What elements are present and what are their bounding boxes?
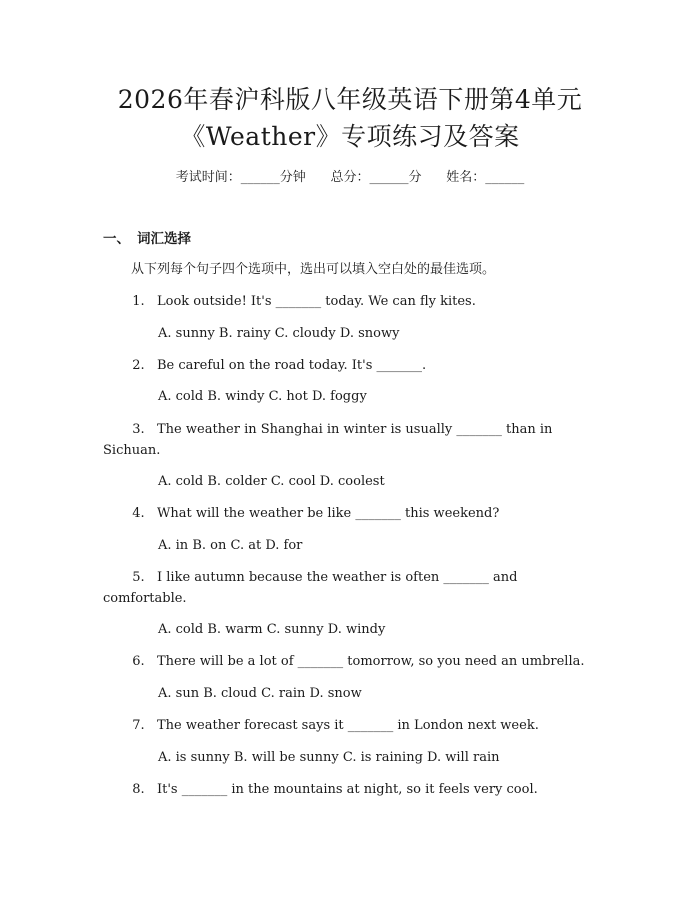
section-title: 词汇选择 xyxy=(137,231,191,247)
question-text: Be careful on the road today. It's _______. xyxy=(157,358,427,373)
question-3-options: A. cold B. colder C. cool D. coolest xyxy=(158,474,385,489)
question-number: 7. xyxy=(132,718,157,733)
question-text: Look outside! It's _______ today. We can fly kites. xyxy=(157,294,476,309)
question-7-options: A. is sunny B. will be sunny C. is raining D. will rain xyxy=(158,750,500,765)
question-number: 2. xyxy=(132,358,157,373)
question-number: 6. xyxy=(132,654,157,669)
document-title-line-2: 《Weather》专项练习及答案 xyxy=(180,122,520,151)
document-title-line-1: 2026年春沪科版八年级英语下册第4单元 xyxy=(117,85,583,114)
question-number: 4. xyxy=(132,506,157,521)
question-number: 5. xyxy=(132,570,157,585)
question-text: The weather in Shanghai in winter is usually _______ than in Sichuan. xyxy=(103,422,557,458)
question-8 xyxy=(103,779,603,800)
question-3 xyxy=(103,419,603,461)
question-7 xyxy=(103,715,603,736)
question-5 xyxy=(103,567,603,609)
question-number: 8. xyxy=(132,782,157,797)
section-heading xyxy=(103,230,191,248)
question-text: It's _______ in the mountains at night, so it feels very cool. xyxy=(157,782,538,797)
question-text: There will be a lot of _______ tomorrow, so you need an umbrella. xyxy=(157,654,585,669)
question-2 xyxy=(103,355,603,376)
question-4 xyxy=(103,503,603,524)
question-1-options: A. sunny B. rainy C. cloudy D. snowy xyxy=(158,326,400,341)
question-6 xyxy=(103,651,603,672)
question-number: 1. xyxy=(132,294,157,309)
instruction-text: 从下列每个句子四个选项中，选出可以填入空白处的最佳选项。 xyxy=(131,262,496,277)
question-text: What will the weather be like _______ this weekend? xyxy=(157,506,500,521)
question-text: The weather forecast says it _______ in London next week. xyxy=(157,718,539,733)
question-1 xyxy=(103,291,603,312)
question-2-options: A. cold B. windy C. hot D. foggy xyxy=(158,389,367,404)
exam-info-line: 考试时间：______分钟 总分：______分 姓名：______ xyxy=(175,170,525,185)
question-6-options: A. sun B. cloud C. rain D. snow xyxy=(158,686,362,701)
question-number: 3. xyxy=(132,422,157,437)
question-5-options: A. cold B. warm C. sunny D. windy xyxy=(158,622,386,637)
question-4-options: A. in B. on C. at D. for xyxy=(158,538,303,553)
section-number: 一、 xyxy=(103,231,130,247)
question-text: I like autumn because the weather is often _______ and comfortable. xyxy=(103,570,522,606)
